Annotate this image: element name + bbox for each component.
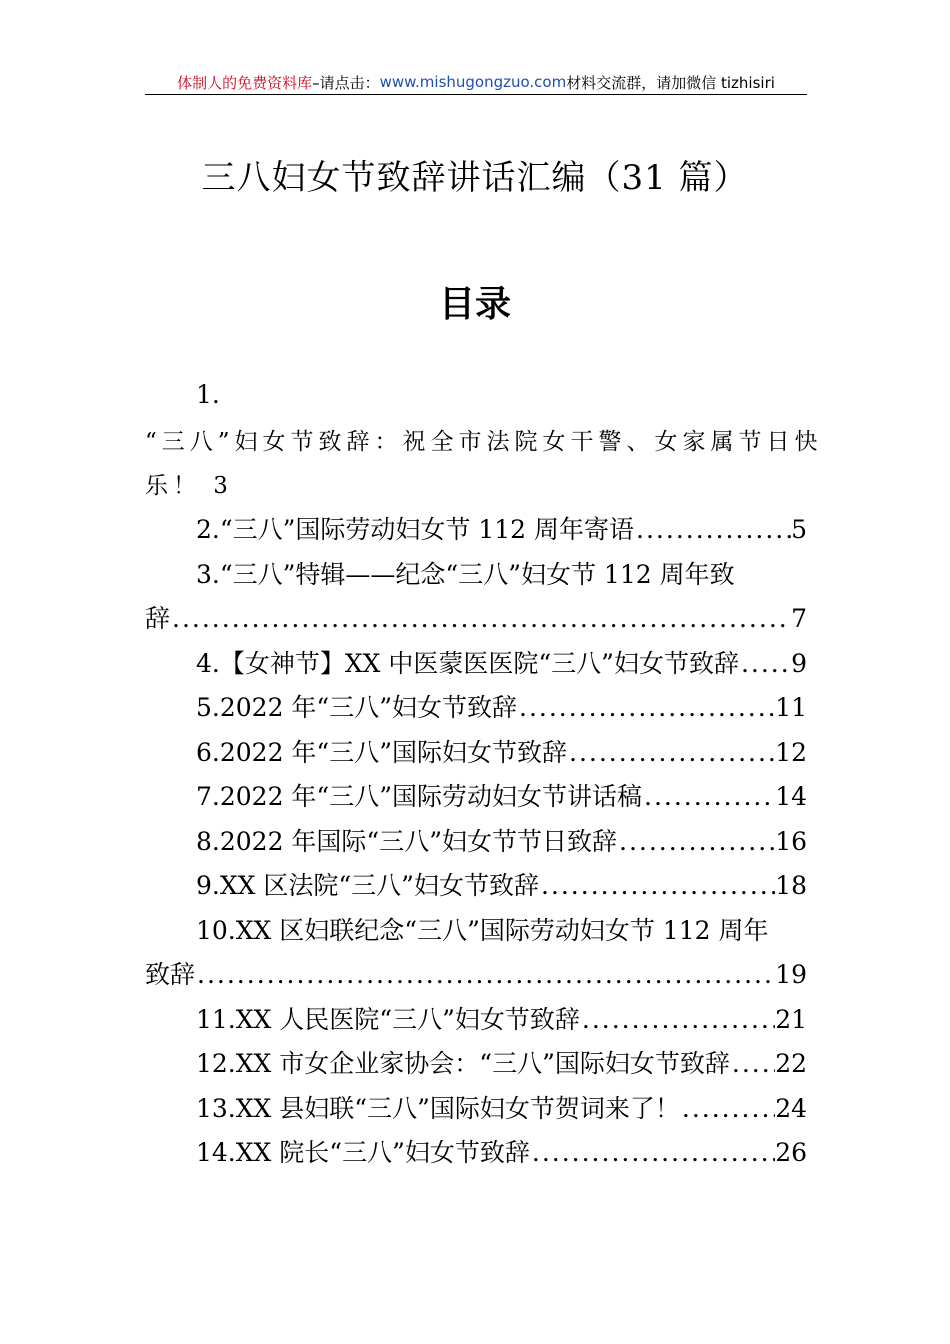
toc-entry-title: 2.“三八”国际劳动妇女节 112 周年寄语 <box>196 515 635 544</box>
toc-leader <box>617 825 775 859</box>
toc-leader <box>539 869 775 903</box>
toc-entry[interactable] <box>196 691 807 725</box>
toc-entry-continuation: 致辞 <box>145 960 196 989</box>
toc-entry[interactable] <box>196 1003 807 1037</box>
toc-entry-title: 7.2022 年“三八”国际劳动妇女节讲话稿 <box>196 782 642 811</box>
toc-item-1-line1[interactable]: “三八”妇女节致辞：祝全市法院女干警、女家属节日快 <box>145 429 823 455</box>
header-divider <box>145 94 807 95</box>
toc-leader <box>580 1003 775 1037</box>
toc-entry-page: 14 <box>775 782 807 811</box>
toc-entry[interactable] <box>196 780 807 814</box>
toc-entry[interactable] <box>145 958 807 992</box>
toc-entry[interactable] <box>145 602 807 636</box>
toc-entry-continuation: 辞 <box>145 604 171 633</box>
toc-entry-title[interactable]: 10.XX 区妇联纪念“三八”国际劳动妇女节 112 周年 <box>196 916 769 945</box>
toc-entry-page: 26 <box>775 1138 807 1167</box>
toc-leader <box>634 513 791 547</box>
toc-entry-title: 6.2022 年“三八”国际妇女节致辞 <box>196 738 567 767</box>
toc-leader <box>517 691 775 725</box>
toc-entry-title: 5.2022 年“三八”妇女节致辞 <box>196 693 517 722</box>
page-header <box>145 70 807 94</box>
toc-entry[interactable] <box>196 647 807 681</box>
toc-entry[interactable] <box>196 513 807 547</box>
toc-entry-title: 4.【女神节】XX 中医蒙医医院“三八”妇女节致辞 <box>196 649 739 678</box>
toc-entry-title: 11.XX 人民医院“三八”妇女节致辞 <box>196 1005 580 1034</box>
toc-leader <box>530 1136 775 1170</box>
toc-leader <box>680 1092 775 1126</box>
header-tail: 材料交流群，请加微信 tizhisiri <box>566 73 775 92</box>
toc-entry-title: 8.2022 年国际“三八”妇女节节日致辞 <box>196 827 617 856</box>
toc-leader <box>195 958 775 992</box>
toc-entry[interactable] <box>196 1136 807 1170</box>
toc-item-1-number[interactable]: 1. <box>196 380 220 409</box>
header-brand: 体制人的免费资料库 <box>177 73 313 92</box>
toc-entry-page: 7 <box>791 604 807 633</box>
toc-entry-page: 21 <box>775 1005 807 1034</box>
toc-leader <box>642 780 775 814</box>
toc-entry-title: 13.XX 县妇联“三八”国际妇女节贺词来了！ <box>196 1094 680 1123</box>
toc-item-1-line2[interactable]: 乐！ 3 <box>145 473 233 499</box>
toc-entry-title: 14.XX 院长“三八”妇女节致辞 <box>196 1138 530 1167</box>
toc-entry-title: 9.XX 区法院“三八”妇女节致辞 <box>196 871 539 900</box>
header-url-link[interactable]: www.mishugongzuo.com <box>379 73 567 91</box>
document-title: 三八妇女节致辞讲话汇编（31 篇） <box>201 158 749 198</box>
header-prompt: –请点击： <box>312 73 380 92</box>
toc-entry-page: 24 <box>775 1094 807 1123</box>
toc-entry-page: 19 <box>775 960 807 989</box>
toc-entry-title: 12.XX 市女企业家协会：“三八”国际妇女节致辞 <box>196 1049 730 1078</box>
toc-entry[interactable] <box>196 869 807 903</box>
toc-entry-title[interactable]: 3.“三八”特辑——纪念“三八”妇女节 112 周年致 <box>196 560 735 589</box>
toc-entry-page: 22 <box>775 1049 807 1078</box>
toc-entry-page: 9 <box>791 649 807 678</box>
toc-entry[interactable] <box>196 1047 807 1081</box>
toc-entry-page: 16 <box>775 827 807 856</box>
toc-entry[interactable] <box>196 825 807 859</box>
toc-entry[interactable] <box>196 736 807 770</box>
toc-leader <box>170 602 791 636</box>
toc-leader <box>739 647 791 681</box>
toc-leader <box>730 1047 775 1081</box>
toc-entry-page: 18 <box>775 871 807 900</box>
toc-entry-page: 5 <box>791 515 807 544</box>
toc-leader <box>567 736 775 770</box>
toc-entry-page: 11 <box>775 693 807 722</box>
toc-entry-page: 12 <box>775 738 807 767</box>
toc-entry[interactable] <box>196 1092 807 1126</box>
toc-heading: 目录 <box>438 283 511 325</box>
